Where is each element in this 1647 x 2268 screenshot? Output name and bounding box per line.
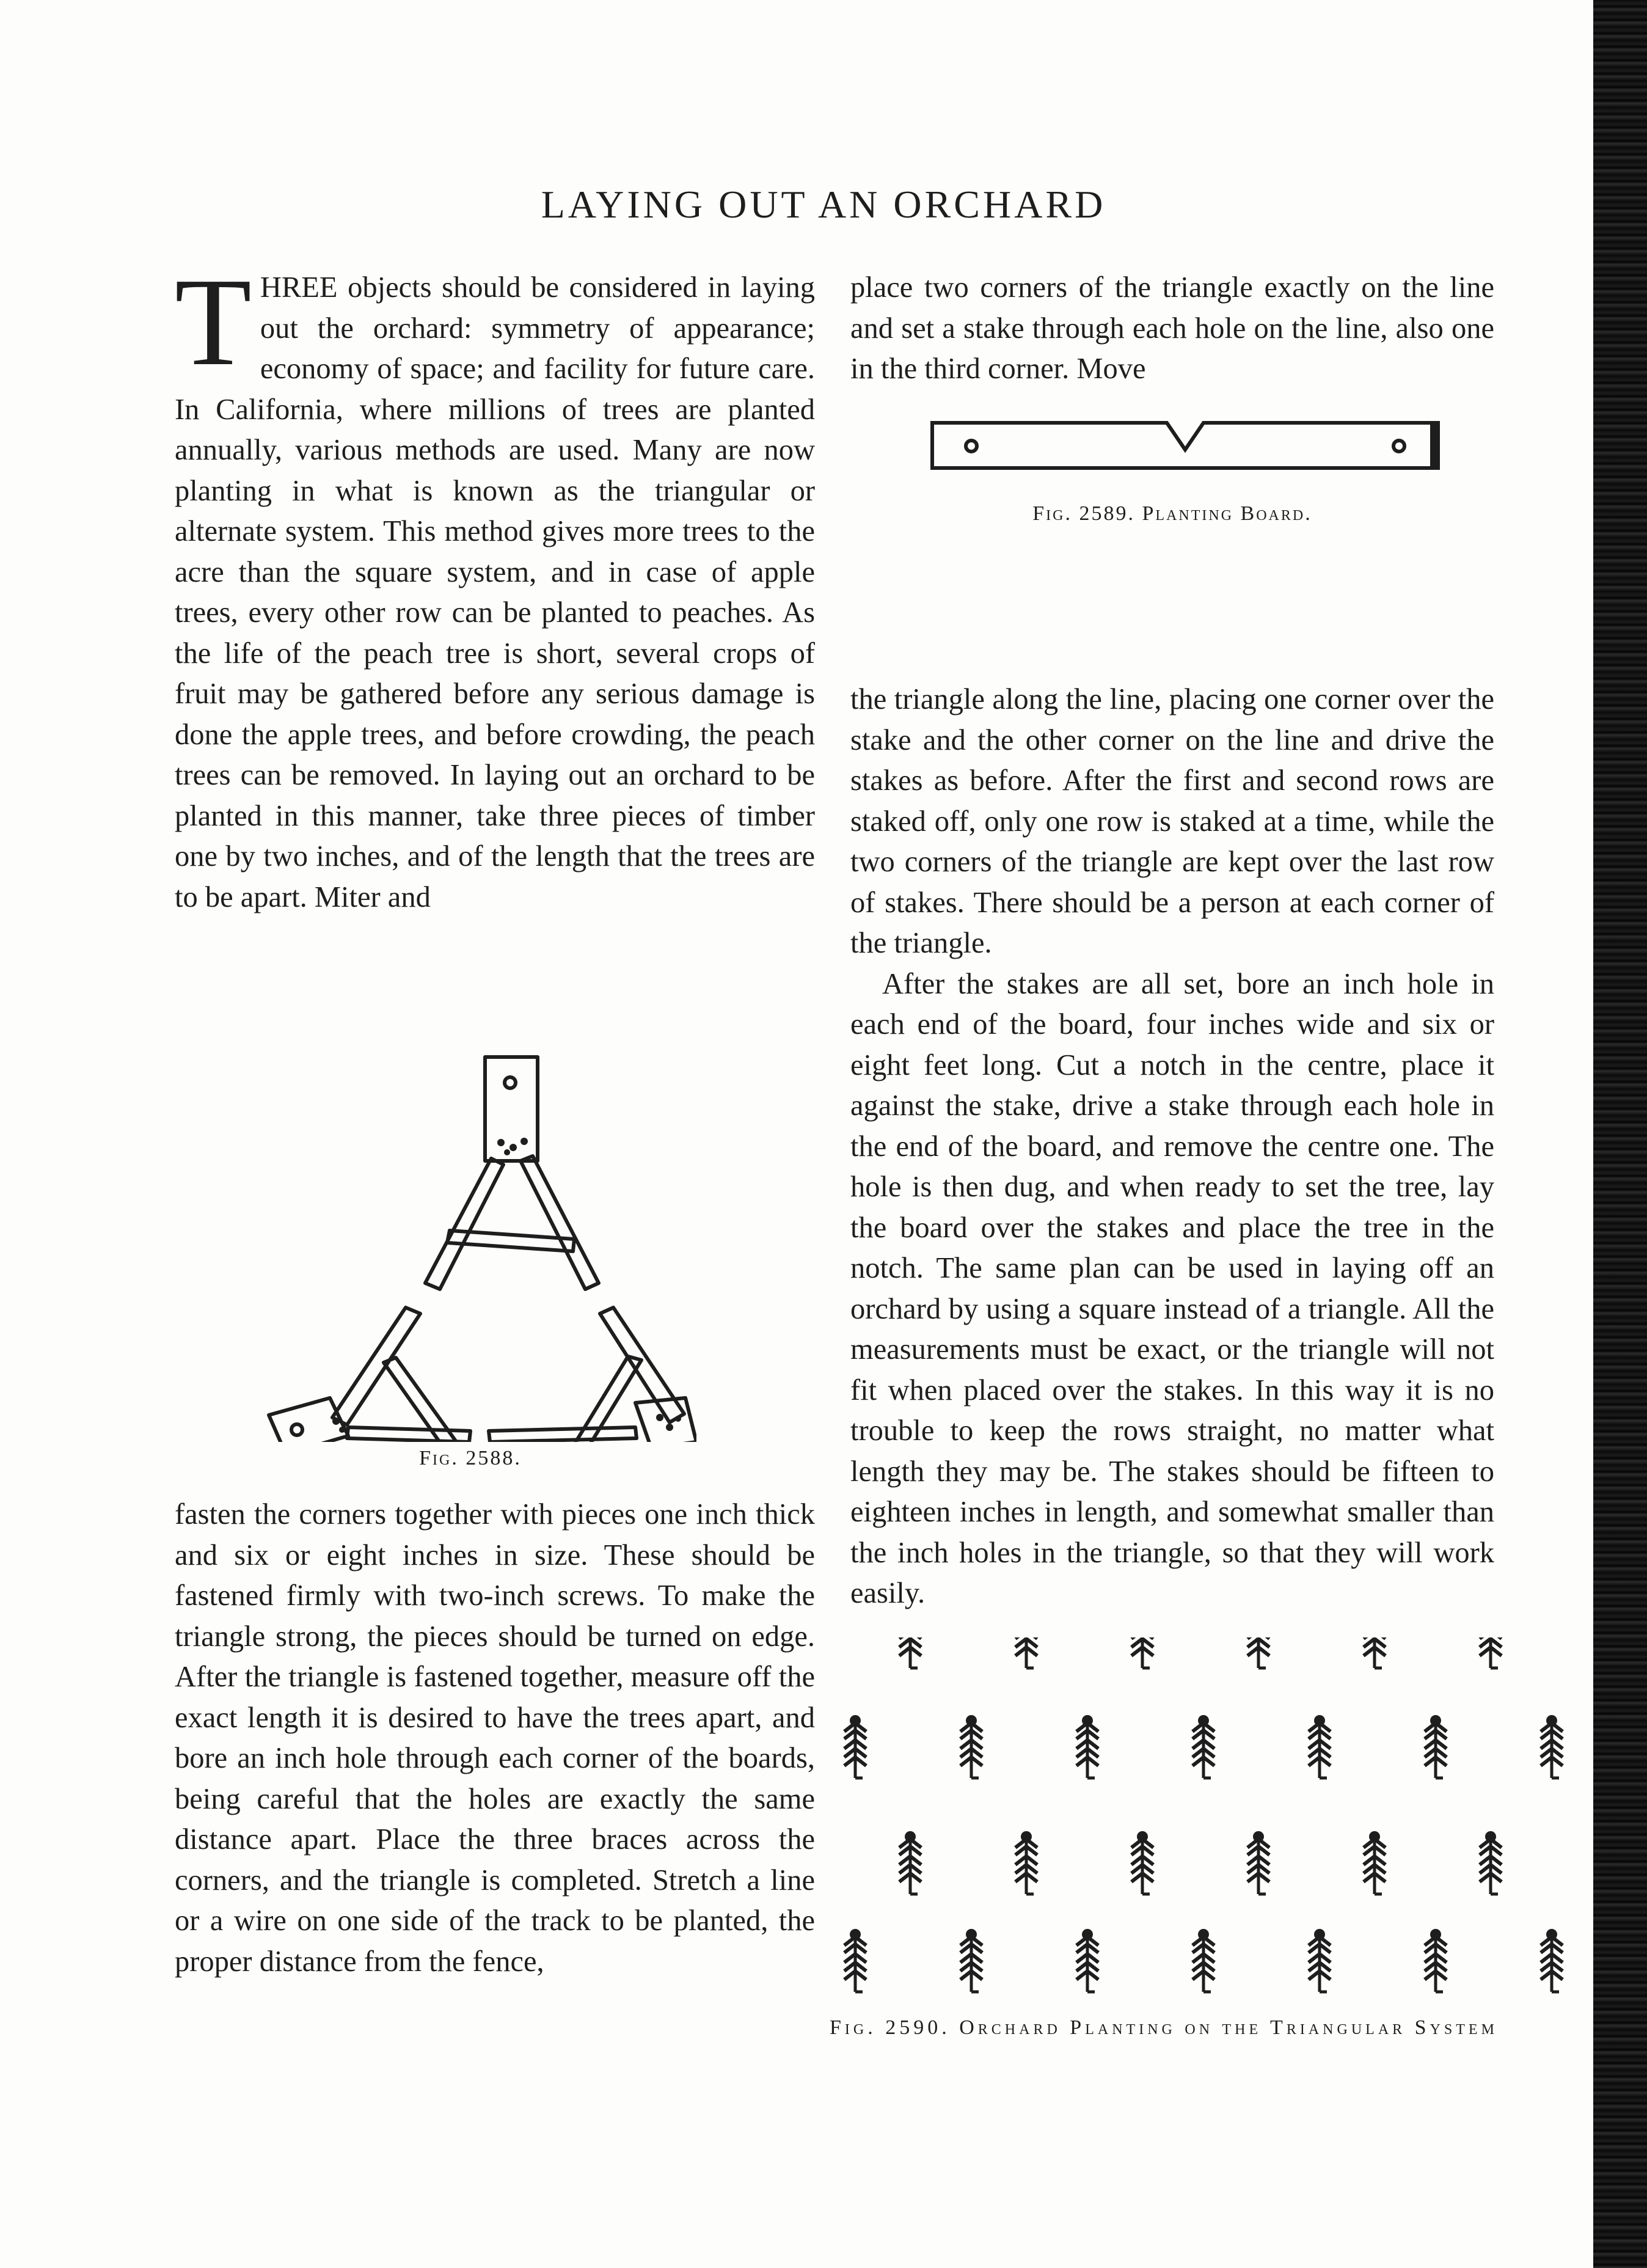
triangle-frame-figure: [257, 1039, 696, 1442]
planting-board-outline: [932, 423, 1438, 468]
tree-icon: [1480, 1831, 1502, 1894]
tree-icon: [1309, 1929, 1331, 1992]
bottom-right-bar: [489, 1427, 637, 1442]
page-title: LAYING OUT AN ORCHARD: [541, 183, 1106, 226]
left-paragraph-1-text: HREE objects should be considered in laying out the orchard: symmetry of appearance; economy of space; and facility for future care. In California, where millions of trees are planted annually, various methods are used. Many are now planting in what is known as the triangular or alternate system. This method gives more trees to the acre than the square system, and in case of apple trees, every other row can be planted to peaches. As the life of the peach tree is short, several crops of fruit may be gathered before any serious damage is done the apple trees, and before crowding, the peach trees can be removed. In laying out an orchard to be planted in this manner, take three pieces of timber one by two inches, and of the length that the trees are to be apart. Miter and: [175, 271, 815, 913]
right-column-top: [850, 268, 1494, 390]
tree-icon: [1364, 1831, 1386, 1894]
tree-icon: [844, 1929, 866, 1992]
planting-board-figure: [929, 415, 1442, 477]
tree-icon: [1541, 1929, 1563, 1992]
left-column-top: [175, 252, 815, 918]
left-paragraph-1: [175, 252, 815, 918]
tree-icon: [899, 1831, 921, 1894]
tree-icon: [1131, 1637, 1153, 1668]
tree-icon: [1309, 1715, 1331, 1778]
tree-icon: [899, 1637, 921, 1668]
tree-icon: [844, 1715, 866, 1778]
tree-icon: [1015, 1831, 1037, 1894]
tree-icon: [1192, 1715, 1214, 1778]
page-edge-strip: [1593, 0, 1647, 2268]
tree-icon: [960, 1929, 982, 1992]
board-left-hole: [966, 441, 977, 452]
tree-icon: [1192, 1929, 1214, 1992]
tree-icon: [1015, 1637, 1037, 1668]
tree-icon: [1247, 1637, 1269, 1668]
tree-icon: [1076, 1715, 1098, 1778]
tree-icon: [1247, 1831, 1269, 1894]
bottom-left-hole: [291, 1424, 302, 1435]
tree-icon: [1541, 1715, 1563, 1778]
right-column-middle: [850, 679, 1494, 1614]
tree-icon: [1425, 1929, 1447, 1992]
tree-icon: [1076, 1929, 1098, 1992]
tree-icon: [1131, 1831, 1153, 1894]
tree-icon: [1364, 1637, 1386, 1668]
tree-icon: [960, 1715, 982, 1778]
tree-icon: [1480, 1637, 1502, 1668]
drop-cap: T: [175, 252, 252, 392]
fig-2588-caption: Fig. 2588.: [419, 1447, 522, 1469]
fig-2589-caption: Fig. 2589. Planting Board.: [1032, 502, 1312, 525]
right-paragraph-2: the triangle along the line, placing one corner over the stake and the other corner on the line and drive the stakes as before. After the first and second rows are staked off, only one row is staked at a time, while the two corners of the triangle are kept over the last row of stakes. There should be a person at each corner of the triangle.: [850, 683, 1494, 959]
left-lower-arm: [332, 1308, 420, 1425]
right-paragraph-1: place two corners of the triangle exactly on the line and set a stake through each hole on the line, also one in the third corner. Move: [850, 271, 1494, 385]
top-corner-hole: [505, 1077, 516, 1088]
left-paragraph-2: fasten the corners together with pieces one inch thick and six or eight inches in size. These should be fastened firmly with two-inch screws. To make the triangle strong, the pieces should be turned on edge. After the triangle is fastened together, measure off the exact length it is desired to have the trees apart, and bore an inch hole through each corner of the boards, being careful that the holes are exactly the same distance apart. Place the three braces across the corners, and the triangle is completed. Stretch a line or a wire on one side of the track to be planted, the proper distance from the fence,: [175, 1498, 815, 1978]
board-right-hole: [1393, 441, 1404, 452]
top-right-arm: [520, 1156, 599, 1289]
top-left-arm: [425, 1158, 503, 1289]
tree-icon: [1425, 1715, 1447, 1778]
right-paragraph-3: After the stakes are all set, bore an inch hole in each end of the board, four inches wide and six or eight feet long. Cut a notch in the centre, place it against the stake, drive a stake through each hole in the end of the board, and remove the centre one. The hole is then dug, and when ready to set the tree, lay the board over the stakes and place the tree in the notch. The same plan can be used in laying off an orchard by using a square instead of a triangle. All the measurements must be exact, or the triangle will not fit when placed over the stakes. In this way it is no trouble to keep the rows straight, no matter what length they may be. The stakes should be fifteen to eighteen inches in length, and somewhat smaller than the inch holes in the triangle, so that they will work easily.: [850, 967, 1494, 1609]
triangular-planting-figure: [819, 1637, 1593, 2004]
fig-2590-caption: Fig. 2590. Orchard Planting on the Triangular System: [830, 2016, 1498, 2039]
left-column-bottom: [175, 1494, 815, 1982]
